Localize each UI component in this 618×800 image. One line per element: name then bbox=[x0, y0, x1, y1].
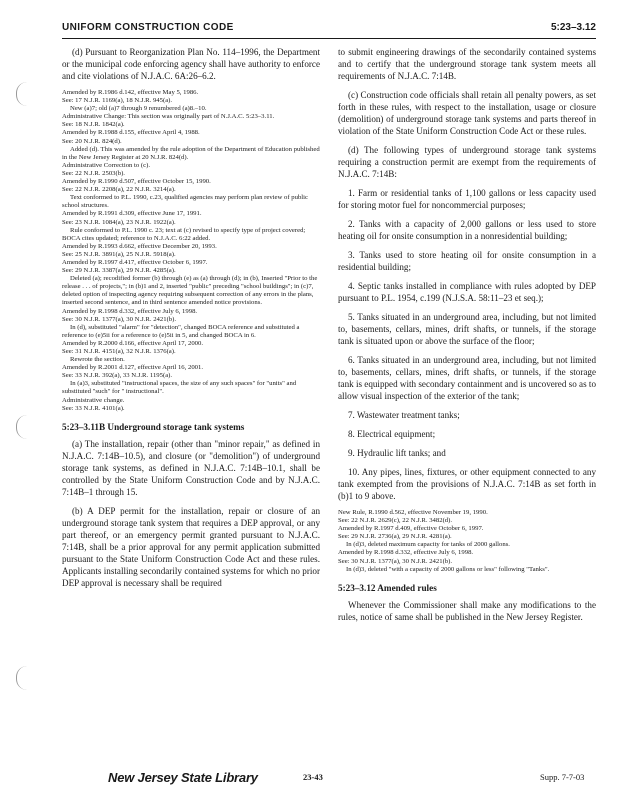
history-line: Amended by R.1998 d.332, effective July 6, 1998. bbox=[62, 307, 198, 315]
history-line: Amended by R.1997 d.409, effective October 6, 1997. bbox=[338, 525, 484, 533]
header-title: UNIFORM CONSTRUCTION CODE bbox=[62, 22, 234, 33]
history-line: Administrative change. bbox=[62, 396, 125, 404]
exemption-item: 2. Tanks with a capacity of 2,000 gallons or less used to store heating oil for onsite consumption in a nonresidential building; bbox=[338, 219, 596, 241]
history-line: Amended by R.1988 d.155, effective April 4, 1988. bbox=[62, 129, 200, 137]
paragraph-d-exemptions: (d) The following types of underground storage tank systems requiring a construction permit are exempt from the requirements of N.J.A.C. 7:14B: bbox=[338, 145, 596, 179]
history-line: Administrative Change: This section was originally part of N.J.A.C. 5:23–3.11. bbox=[62, 113, 275, 121]
paragraph-d: (d) Pursuant to Reorganization Plan No. 114–1996, the Department or the municipal code enforcing agency shall have authority to enforce and cite violations of N.J.A.C. 6A:26–6.2. bbox=[62, 47, 320, 81]
section-heading-3-11b: 5:23–3.11B Underground storage tank systems bbox=[62, 421, 245, 432]
history-line: See: 18 N.J.R. 1842(a). bbox=[62, 121, 125, 129]
section-heading-3-12: 5:23–3.12 Amended rules bbox=[338, 582, 437, 593]
running-header bbox=[62, 22, 596, 39]
exemption-item: 5. Tanks situated in an underground area, including, but not limited to, basements, cellars, mines, drift shafts, or tunnels, if the storage tank is situated upon or above the surface of the floor; bbox=[338, 312, 596, 346]
exemption-item: 8. Electrical equipment; bbox=[348, 429, 436, 439]
history-line: See: 29 N.J.R. 3387(a), 29 N.J.R. 4285(a). bbox=[62, 267, 176, 275]
history-line: See: 20 N.J.R. 824(d). bbox=[62, 137, 122, 145]
left-column bbox=[62, 46, 320, 596]
history-line: See: 22 N.J.R. 2503(b). bbox=[62, 169, 125, 177]
paragraph-amended-rules: Whenever the Commissioner shall make any modifications to the rules, notice of same shall be published in the New Jersey Register. bbox=[338, 599, 596, 622]
paragraph-a: (a) The installation, repair (other than "minor repair," as defined in N.J.A.C. 7:14B–10.5), and closure (or "demolition") of underground storage tank systems, as defined in N.J.A.C. 7:14B–10.1, shall be controlled by the State Uniform Construction Code and by N.J.A.C. 7:14B–1 through 15. bbox=[62, 438, 320, 497]
history-line: New (a)7; old (a)7 through 9 renumbered (a)8.–10. bbox=[70, 105, 207, 113]
punch-hole-mark bbox=[16, 82, 27, 106]
exemption-item: 1. Farm or residential tanks of 1,100 gallons or less capacity used for storing motor fuel for noncommercial purposes; bbox=[338, 188, 596, 210]
exemption-list bbox=[338, 187, 596, 502]
paragraph-b-continued: to submit engineering drawings of the secondarily contained systems and to certify that the underground storage tank system meets all requirements of N.J.A.C. 7:14B. bbox=[338, 47, 596, 81]
history-line: Amended by R.2000 d.166, effective April 17, 2000. bbox=[62, 339, 204, 347]
library-watermark: New Jersey State Library bbox=[108, 770, 258, 785]
supplement-date: Supp. 7-7-03 bbox=[540, 772, 585, 782]
history-line: Amended by R.2001 d.127, effective April 16, 2001. bbox=[62, 364, 204, 372]
paragraph-b: (b) A DEP permit for the installation, repair or closure of an underground storage tank system that requires a DEP approval, or any part thereof, or an emergency permit granted pursuant to N.J.A.C. 7:14B, shall be a prior approval for any permit application submitted pursuant to the State Uniform Construction Code Act and these rules. Applicants installing secondarily contained systems for which no prior DEP approval is necessary shall be required bbox=[62, 505, 320, 588]
history-line: See: 22 N.J.R. 2629(c), 22 N.J.R. 3482(d). bbox=[338, 517, 453, 525]
history-notes bbox=[62, 89, 320, 413]
exemption-item: 4. Septic tanks installed in compliance with rules adopted by DEP pursuant to P.L. 1954, c.199 (N.J.S.A. 58:11–23 et seq.); bbox=[338, 281, 596, 303]
history-line: In (d)3, deleted maximum capacity for tanks of 2000 gallons. bbox=[346, 541, 510, 549]
history-line: Rewrote the section. bbox=[70, 356, 125, 364]
history-line: Amended by R.1986 d.142, effective May 5, 1986. bbox=[62, 89, 199, 96]
history-line: See: 29 N.J.R. 2736(a), 29 N.J.R. 4281(a). bbox=[338, 533, 452, 541]
history-line: See: 22 N.J.R. 2208(a), 22 N.J.R. 3214(a). bbox=[62, 186, 176, 194]
page-number: 23-43 bbox=[303, 772, 323, 782]
paragraph-c: (c) Construction code officials shall retain all penalty powers, as set forth in these rules, with respect to the installation, usage or closure (demolition) of underground storage tank systems and parts thereof in violation of the State Uniform Construction Code Act or these rules. bbox=[338, 90, 596, 136]
history-line: Text conformed to P.L. 1990, c.23, qualified agencies may perform plan review of public school structures. bbox=[62, 194, 308, 210]
history-line: See: 33 N.J.R. 392(a), 33 N.J.R. 1195(a). bbox=[62, 372, 173, 380]
punch-hole-mark bbox=[16, 415, 27, 439]
history-line: In (d), substituted "alarm" for "detection", changed BOCA reference and substituted a reference to (e)5ii for a reference to (e)5ii in 5, and changed BOCA in 6. bbox=[62, 323, 300, 339]
history-line: Amended by R.1997 d.417, effective October 6, 1997. bbox=[62, 258, 208, 266]
exemption-item: 7. Wastewater treatment tanks; bbox=[348, 410, 460, 420]
exemption-item: 6. Tanks situated in an underground area, including, but not limited to, basements, cellars, mines, drift shafts, or tunnels, if the storage tank is equipped with secondary containment and is uncovered so as to allow visual inspection of the exterior of the tank; bbox=[338, 355, 596, 401]
history-line: Amended by R.1991 d.309, effective June 17, 1991. bbox=[62, 210, 202, 218]
history-line: Administrative Correction to (c). bbox=[62, 161, 151, 169]
history-line: Added (d). This was amended by the rule adoption of the Department of Education published in the New Jersey Register at 20 N.J.R. 824(d). bbox=[62, 145, 320, 161]
exemption-item: 10. Any pipes, lines, fixtures, or other equipment connected to any tank exempted from the provisions of N.J.A.C. 7:14B as set forth in (b)1 to 9 above. bbox=[338, 467, 596, 501]
header-section-number: 5:23–3.12 bbox=[550, 22, 596, 33]
history-notes bbox=[338, 509, 596, 574]
history-line: Amended by R.1993 d.662, effective December 20, 1993. bbox=[62, 242, 217, 250]
history-line: Rule conformed to P.L. 1990 c. 23; text at (c) revised to specify type of project covered; BOCA cites updated; reference to N.J.A.C. 6:22 added. bbox=[62, 226, 306, 242]
history-line: See: 17 N.J.R. 1169(a), 18 N.J.R. 945(a). bbox=[62, 97, 173, 105]
punch-hole-mark bbox=[16, 666, 27, 690]
right-column bbox=[338, 46, 596, 630]
history-line: Amended by R.1990 d.507, effective October 15, 1990. bbox=[62, 178, 211, 186]
history-line: Deleted (a); recodified former (b) through (e) as (a) through (d); in (b), Inserted "Prior to the release . . . of projects,"; in (b)1 and 2, inserted "public" preceding "school buildings"; in (c)7, deleted option of inspecting agency requiring subsequent correction of any errors in the plans, inserted second sentence, and in third sentence amended notice provisions. bbox=[62, 275, 318, 307]
exemption-item: 3. Tanks used to store heating oil for onsite consumption in a residential building; bbox=[338, 250, 596, 272]
history-line: See: 23 N.J.R. 1084(a), 23 N.J.R. 1922(a). bbox=[62, 218, 176, 226]
exemption-item: 9. Hydraulic lift tanks; and bbox=[348, 448, 446, 458]
history-line: See: 30 N.J.R. 1377(a), 30 N.J.R. 2421(b). bbox=[338, 557, 453, 565]
history-line: See: 25 N.J.R. 3891(a), 25 N.J.R. 5918(a). bbox=[62, 250, 176, 258]
history-line: Amended by R.1998 d.332, effective July 6, 1998. bbox=[338, 549, 474, 557]
history-line: See: 31 N.J.R. 4151(a), 32 N.J.R. 1376(a). bbox=[62, 348, 176, 355]
history-line: In (d)3, deleted "with a capacity of 2000 gallons or less" following "Tanks". bbox=[346, 565, 550, 573]
history-line: In (a)3, substituted "instructional spaces, the size of any such spaces" for "units" and substituted "such" for " instructional". bbox=[62, 380, 297, 396]
history-line: See: 30 N.J.R. 1377(a), 30 N.J.R. 2421(b). bbox=[62, 315, 177, 323]
history-line: New Rule, R.1990 d.562, effective November 19, 1990. bbox=[338, 509, 488, 516]
history-line: See: 33 N.J.R. 4101(a). bbox=[62, 404, 125, 412]
